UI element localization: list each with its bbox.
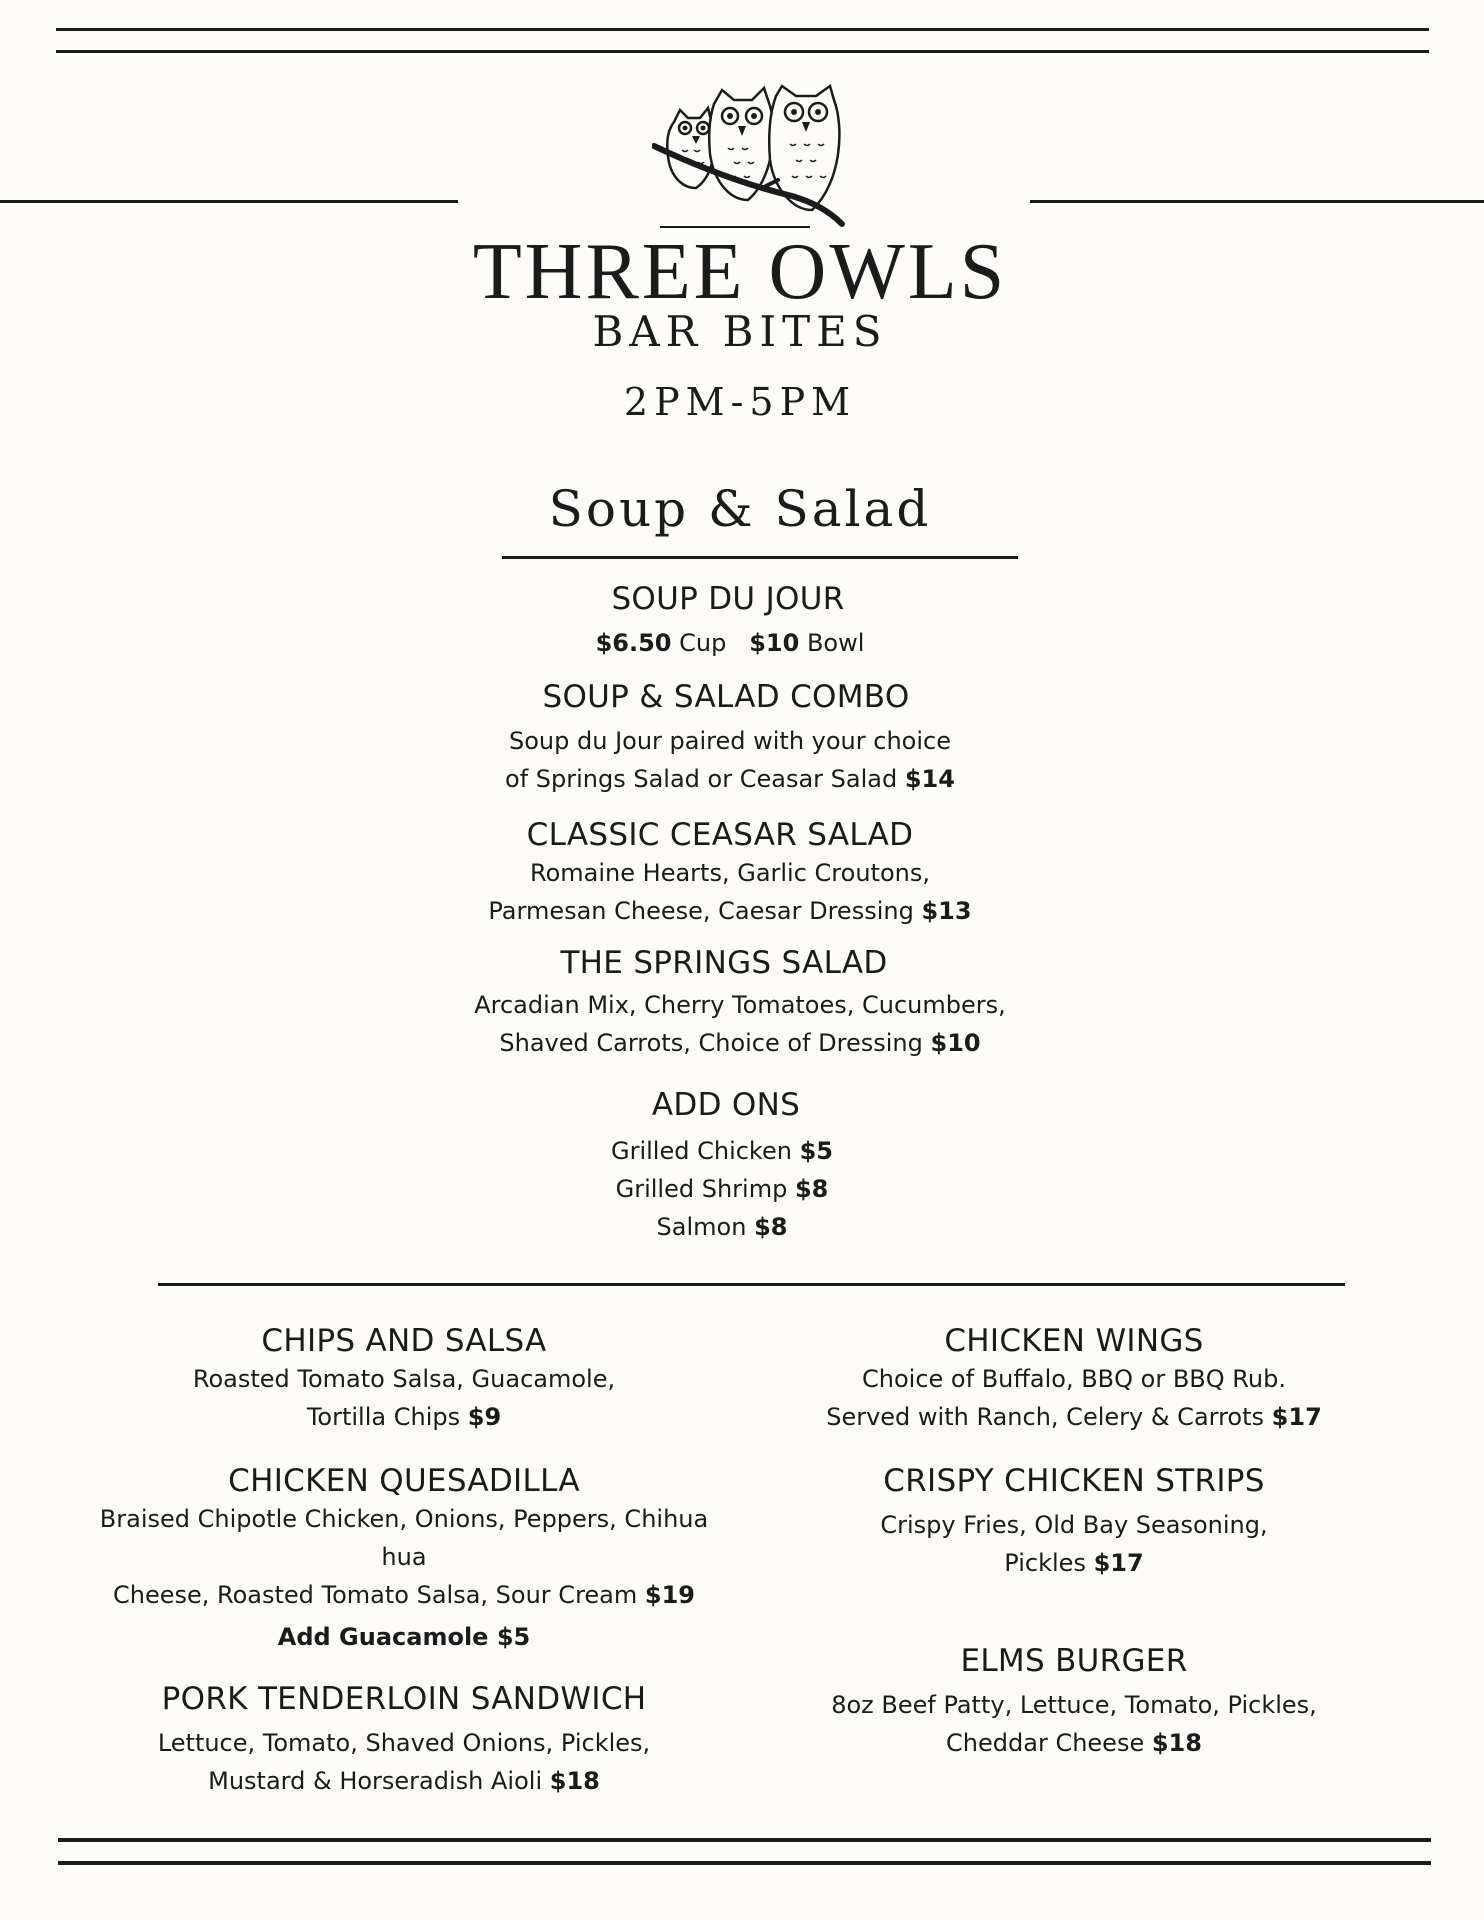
desc-line: Parmesan Cheese, Caesar Dressing (488, 897, 914, 925)
desc-line: Roasted Tomato Salsa, Guacamole, (192, 1365, 616, 1393)
bowl-price: $10 (749, 629, 800, 657)
desc-line: of Springs Salad or Ceasar Salad (505, 765, 898, 793)
desc-line: Crispy Fries, Old Bay Seasoning, (880, 1511, 1268, 1539)
brand-subtitle: BAR BITES (592, 307, 888, 356)
item-title-quesadilla: CHICKEN QUESADILLA (228, 1463, 580, 1499)
top-rule-2 (56, 50, 1429, 53)
item-desc-combo (0, 722, 1472, 798)
cup-label: Cup (679, 629, 727, 657)
item-desc-burger (784, 1686, 1364, 1762)
right-rule (1030, 200, 1484, 203)
item-price: $18 (549, 1767, 600, 1795)
add-on-item: Grilled Shrimp $8 (615, 1175, 829, 1203)
cup-price: $6.50 (595, 629, 672, 657)
desc-line: Served with Ranch, Celery & Carrots (826, 1403, 1265, 1431)
item-desc-strips (784, 1506, 1364, 1582)
desc-line: Choice of Buffalo, BBQ or BBQ Rub. (862, 1365, 1286, 1393)
item-title-strips: CRISPY CHICKEN STRIPS (883, 1463, 1265, 1499)
item-desc-pork (74, 1724, 734, 1800)
item-desc-chips (74, 1360, 734, 1436)
section-rule (502, 556, 1018, 559)
right-column (784, 1322, 1364, 1762)
section-heading-soup-salad: Soup & Salad (548, 480, 932, 538)
item-title-wings: CHICKEN WINGS (944, 1323, 1204, 1359)
item-price: $17 (1093, 1549, 1144, 1577)
item-desc-quesadilla (74, 1500, 734, 1656)
item-price: $14 (904, 765, 955, 793)
bottom-rule-2 (58, 1861, 1431, 1865)
desc-line: Lettuce, Tomato, Shaved Onions, Pickles, (157, 1729, 651, 1757)
item-title-add-ons: ADD ONS (651, 1087, 801, 1123)
item-price: $9 (467, 1403, 502, 1431)
left-rule (0, 200, 458, 203)
item-title-pork: PORK TENDERLOIN SANDWICH (161, 1681, 647, 1717)
hours: 2PM-5PM (623, 380, 857, 424)
top-rule-1 (56, 28, 1429, 31)
desc-line: Mustard & Horseradish Aioli (208, 1767, 543, 1795)
item-title-soup-du-jour: SOUP DU JOUR (611, 581, 845, 617)
add-on-item: Salmon $8 (656, 1213, 788, 1241)
desc-line: Romaine Hearts, Garlic Croutons, (530, 859, 930, 887)
desc-line: Braised Chipotle Chicken, Onions, Peppers, Chihua hua (99, 1505, 709, 1571)
add-guacamole: Add Guacamole $5 (277, 1623, 531, 1651)
item-price: $10 (930, 1029, 981, 1057)
desc-line: Cheese, Roasted Tomato Salsa, Sour Cream (112, 1581, 638, 1609)
add-on-item: Grilled Chicken $5 (611, 1137, 833, 1165)
item-price: $19 (644, 1581, 696, 1609)
item-desc-wings (784, 1360, 1364, 1436)
item-title-caesar: CLASSIC CEASAR SALAD (526, 817, 914, 853)
item-desc-caesar (0, 854, 1472, 930)
desc-line: Pickles (1004, 1549, 1086, 1577)
desc-line: Tortilla Chips (306, 1403, 461, 1431)
item-title-chips: CHIPS AND SALSA (261, 1323, 547, 1359)
left-column (74, 1322, 734, 1800)
desc-line: 8oz Beef Patty, Lettuce, Tomato, Pickles, (831, 1691, 1317, 1719)
desc-line: Arcadian Mix, Cherry Tomatoes, Cucumbers, (474, 991, 1006, 1019)
item-prices-soup-du-jour (0, 624, 1472, 662)
item-price: $18 (1151, 1729, 1202, 1757)
desc-line: Shaved Carrots, Choice of Dressing (499, 1029, 923, 1057)
item-title-combo: SOUP & SALAD COMBO (542, 679, 910, 715)
item-desc-springs (0, 986, 1482, 1062)
bottom-rule-1 (58, 1838, 1431, 1842)
item-title-burger: ELMS BURGER (960, 1643, 1188, 1679)
desc-line: Cheddar Cheese (946, 1729, 1145, 1757)
brand-name: THREE OWLS (472, 228, 1008, 316)
item-title-springs: THE SPRINGS SALAD (560, 945, 888, 981)
add-ons-list (0, 1132, 1464, 1246)
mid-rule (158, 1283, 1345, 1286)
bowl-label: Bowl (806, 629, 865, 657)
desc-line: Soup du Jour paired with your choice (509, 727, 951, 755)
item-price: $13 (921, 897, 972, 925)
item-price: $17 (1271, 1403, 1322, 1431)
three-owls-on-branch-icon (652, 84, 864, 232)
